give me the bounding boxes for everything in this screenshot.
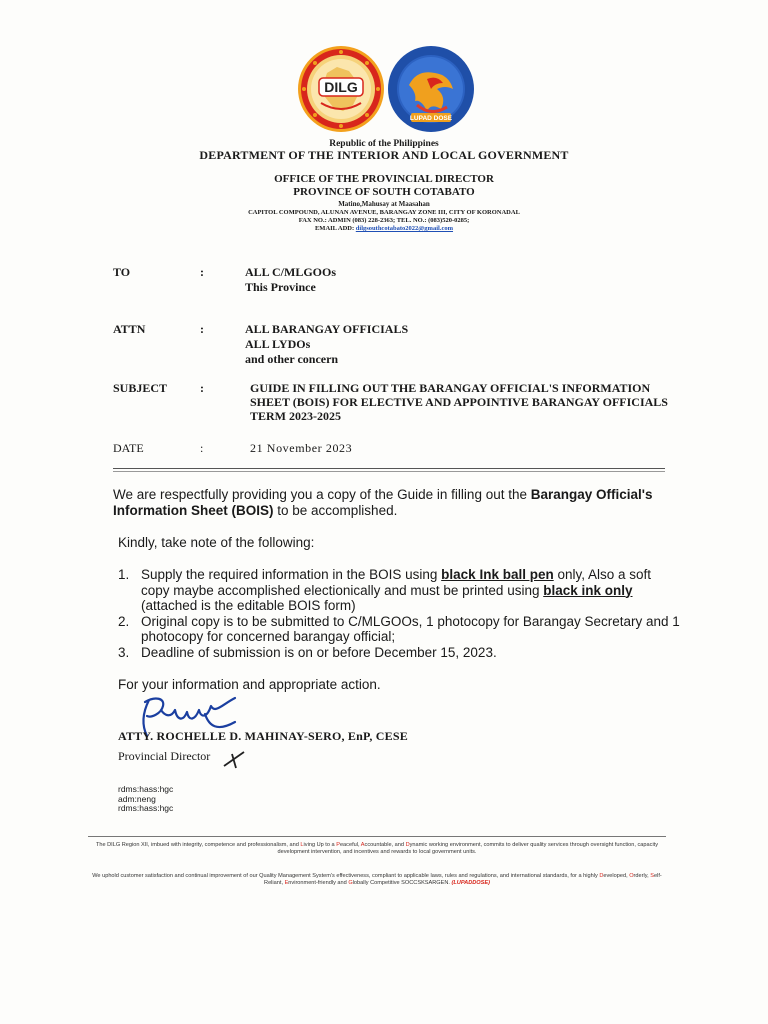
list-item-1-number: 1. <box>118 567 130 582</box>
header-province: PROVINCE OF SOUTH COTABATO <box>293 186 475 198</box>
header-address: CAPITOL COMPOUND, ALUNAN AVENUE, BARANGAY ZONE III, CITY OF KORONADAL <box>248 209 520 216</box>
closing-line: For your information and appropriate action. <box>118 677 381 692</box>
subject-value: GUIDE IN FILLING OUT THE BARANGAY OFFICIAL'S INFORMATION SHEET (BOIS) FOR ELECTIVE AND APPOINTIVE BARANGAY OFFICIALS TERM 2023-2025 <box>250 381 668 423</box>
to-value <box>245 265 336 295</box>
to-colon: : <box>200 265 204 279</box>
attn-label: ATTN <box>113 322 146 336</box>
to-value-line2: This Province <box>245 280 316 294</box>
list-item-2 <box>118 614 683 645</box>
date-value: 21 November 2023 <box>250 441 353 455</box>
dilg-seal-icon <box>297 45 385 133</box>
footer-mission-text-b: iving Up to a <box>303 842 337 848</box>
date-colon: : <box>200 441 204 455</box>
attn-value <box>245 322 408 367</box>
header-republic: Republic of the Philippines <box>329 139 439 149</box>
footer-letter-d2: D <box>599 873 604 879</box>
footer-mission-text-c: eaceful, <box>339 842 361 848</box>
intro-paragraph <box>113 487 673 519</box>
instruction-list <box>118 567 683 660</box>
footer-letter-o: O <box>629 873 634 879</box>
footer-policy-text-a: We uphold customer satisfaction and continual improvement of our Quality Management System's effectiveness, compliant to applicable laws, rules and regulations, and international standards, for a highly <box>92 873 600 879</box>
footer-policy-text-b: eveloped, <box>603 873 630 879</box>
attn-value-line1: ALL BARANGAY OFFICIALS <box>245 322 409 336</box>
dilg-seal-text: DILG <box>324 79 358 95</box>
intro-text-2: to be accomplished. <box>273 503 398 518</box>
list-item-3 <box>118 645 683 661</box>
attn-colon: : <box>200 322 204 336</box>
separator-line-2 <box>113 471 665 472</box>
footer-mission <box>88 842 666 856</box>
intro-text-1: We are respectfully providing you a copy of the Guide in filling out the <box>113 487 531 502</box>
lupad-dose-seal-icon <box>387 45 475 133</box>
footer-mission-text-d: ccountable, and <box>364 842 406 848</box>
list-item-1 <box>118 567 683 614</box>
footer-letter-d: D <box>405 842 410 848</box>
footer-letter-p: P <box>336 842 340 848</box>
footer-mission-text-e: ynamic working environment, commits to deliver quality services through oversight function, capacity development intervention, and incentives and rewards to local government units. <box>277 842 659 855</box>
to-label: TO <box>113 265 131 279</box>
header-office: OFFICE OF THE PROVINCIAL DIRECTOR <box>274 173 494 185</box>
attn-value-line3: and other concern <box>245 352 339 366</box>
header-fax: FAX NO.: ADMIN (083) 228-2363; TEL. NO.: (083)520-0285; <box>298 217 470 224</box>
separator-line <box>113 468 665 469</box>
footer-policy-text-f: lobally Competitive SOCCSKSARGEN. <box>352 880 452 886</box>
email-label: EMAIL ADD: <box>314 225 356 232</box>
signatory-title: Provincial Director <box>118 749 211 763</box>
footer-policy-text-d: elf-Reliant, <box>264 873 662 886</box>
subject-label: SUBJECT <box>113 381 168 395</box>
kindly-note: Kindly, take note of the following: <box>118 535 315 550</box>
footer-letter-l: L <box>300 842 304 848</box>
email-link[interactable]: dilgsouthcotabato2022@gmail.com <box>355 225 454 232</box>
initial-mark-icon <box>222 748 248 770</box>
header-department: DEPARTMENT OF THE INTERIOR AND LOCAL GOVERNMENT <box>199 148 569 162</box>
footer-quality-policy <box>88 873 666 887</box>
reference-initials <box>118 785 173 814</box>
footer-policy-text-c: rderly, <box>633 873 651 879</box>
list-item-2-number: 2. <box>118 613 130 629</box>
footer-letter-s: S <box>650 873 654 879</box>
initials-line2: adm:neng <box>118 793 156 804</box>
intro-bold-bois: Barangay Official's Information Sheet (BOIS) <box>113 487 653 518</box>
attn-value-line2: ALL LYDOs <box>245 337 311 351</box>
item2-text: Original copy is to be submitted to C/MLGOOs, 1 photocopy for Barangay Secretary and 1 photocopy for concerned barangay official; <box>141 613 680 644</box>
item3-text: Deadline of submission is on or before December 15, 2023. <box>141 644 497 660</box>
lupad-seal-text: LUPAD DOSE <box>409 115 453 122</box>
footer-letter-g: G <box>348 880 353 886</box>
footer-letter-e: E <box>284 880 289 886</box>
item1-underline-2: black ink only <box>543 582 633 598</box>
item1-text-c: (attached is the editable BOIS form) <box>141 598 356 613</box>
item1-underline-1: black Ink ball pen <box>441 567 554 582</box>
date-label: DATE <box>113 441 144 455</box>
subject-colon: : <box>200 381 204 395</box>
initials-line1: rdms:hass:hgc <box>118 784 174 794</box>
footer-separator <box>88 836 666 837</box>
footer-policy-text-e: nvironment-friendly and <box>288 880 349 886</box>
signatory-name: ATTY. ROCHELLE D. MAHINAY-SERO, EnP, CESE <box>118 729 408 743</box>
footer-lupad-dose: (LUPADDOSE) <box>451 880 490 886</box>
footer-mission-text-a: The DILG Region XII, imbued with integrity, competence and professionalism, and <box>95 842 301 848</box>
item1-text-b: only, Also a soft copy maybe accomplished electionically and must be printed using <box>141 567 652 598</box>
to-value-line1: ALL C/MLGOOs <box>245 265 337 279</box>
initials-line3: rdms:hass:hgc <box>118 803 174 813</box>
header-email-line <box>0 225 768 233</box>
list-item-3-number: 3. <box>118 644 130 660</box>
header-motto: Matino,Mahusay at Maasahan <box>338 200 430 208</box>
item1-text-a: Supply the required information in the BOIS using <box>141 567 442 582</box>
footer-letter-a: A <box>360 842 365 848</box>
